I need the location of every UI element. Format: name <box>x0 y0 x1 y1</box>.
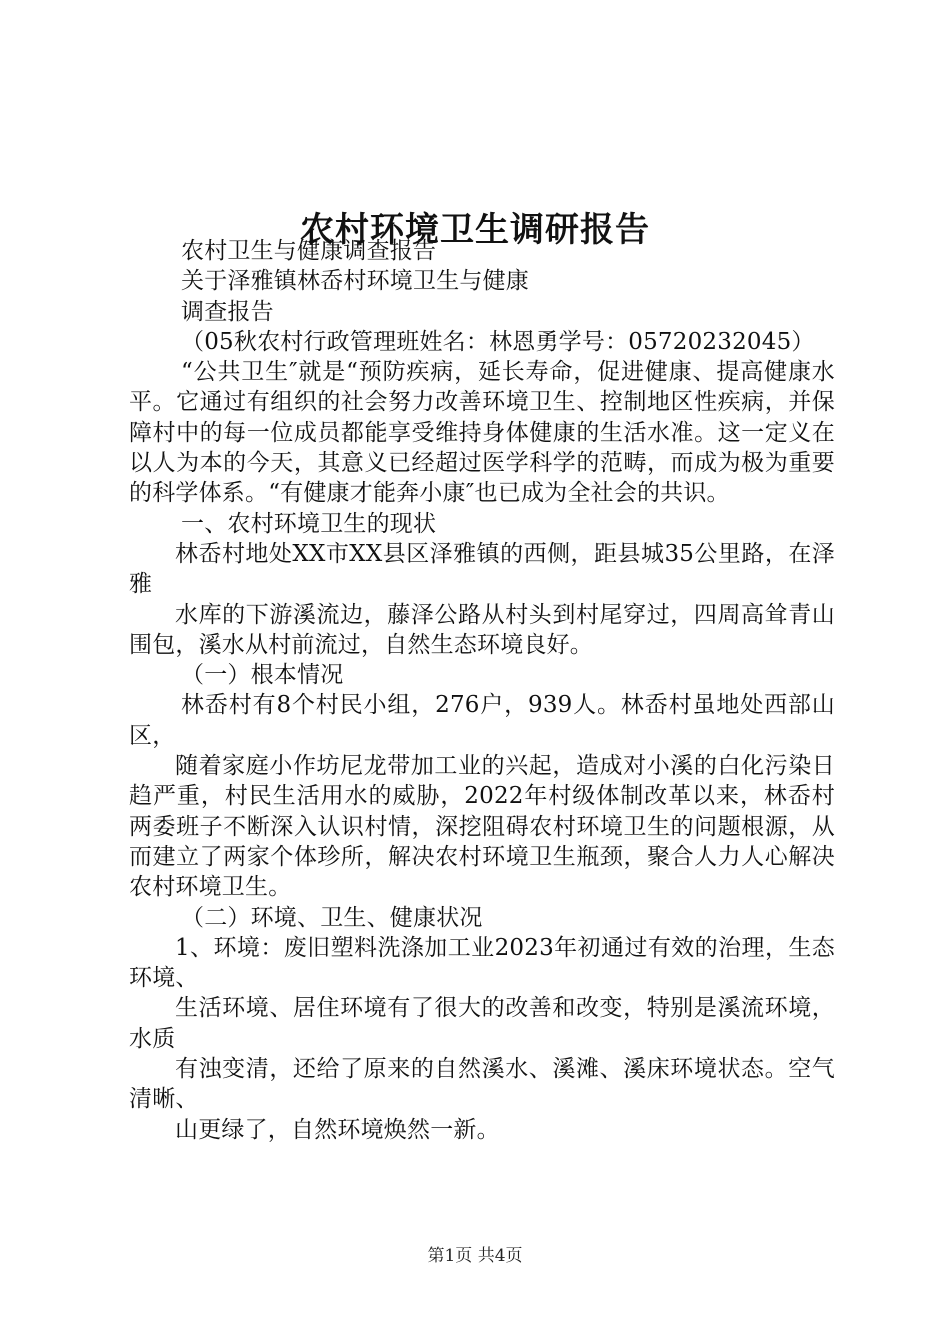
subtitle-line: 关于泽雅镇林岙村环境卫生与健康 <box>181 268 529 295</box>
body-paragraph: 有浊变清，还给了原来的自然溪水、溪滩、溪床环境状态。空气清晰、 <box>129 1056 835 1113</box>
body-paragraph: 水库的下游溪流边，藤泽公路从村头到村尾穿过，四周高耸青山围包，溪水从村前流过，自然生态环境良好。 <box>129 601 835 658</box>
body-paragraph: 林岙村地处XX市XX县区泽雅镇的西侧，距县城35公里路，在泽雅 <box>129 540 835 598</box>
subsection-heading: （一）根本情况 <box>181 662 344 689</box>
body-paragraph: 山更绿了，自然环境焕然一新。 <box>175 1116 500 1143</box>
page-number-footer: 第1页 共4页 <box>427 1246 523 1266</box>
author-info: （05秋农村行政管理班姓名：林恩勇学号：05720232045） <box>181 328 815 355</box>
body-paragraph: 随着家庭小作坊尼龙带加工业的兴起，造成对小溪的白化污染日趋严重，村民生活用水的威胁，2022年村级体制改革以来，林岙村两委班子不断深入认识村情，深挖阻碍农村环境卫生的问题根源，从而建立了两家个体珍所，解决农村环境卫生瓶颈，聚合人力人心解决农村环境卫生。 <box>129 753 835 901</box>
body-paragraph: 生活环境、居住环境有了很大的改善和改变，特别是溪流环境，水质 <box>129 995 835 1052</box>
subtitle-line: 农村卫生与健康调查报告 <box>181 238 437 264</box>
body-paragraph: “公共卫生″就是“预防疾病，延长寿命，促进健康、提高健康水平。它通过有组织的社会努力改善环境卫生、控制地区性疾病，并保障村中的每一位成员都能享受维持身体健康的生活水准。这一定义在以人为本的今天，其意义已经超过医学科学的范畴，而成为极为重要的科学体系。“有健康才能奔小康″也已成为全社会的共识。 <box>129 359 835 507</box>
section-heading: 一、农村环境卫生的现状 <box>181 510 437 537</box>
page-title: 农村环境卫生调研报告 <box>300 209 650 250</box>
body-paragraph: 林岙村有8个村民小组，276户，939人。林岙村虽地处西部山区， <box>129 692 835 749</box>
subsection-heading: （二）环境、卫生、健康状况 <box>181 904 483 931</box>
subtitle-line: 调查报告 <box>181 298 274 325</box>
document-body <box>129 236 835 1145</box>
body-paragraph: 1、环境：废旧塑料洗涤加工业2023年初通过有效的治理，生态环境、 <box>129 934 835 992</box>
